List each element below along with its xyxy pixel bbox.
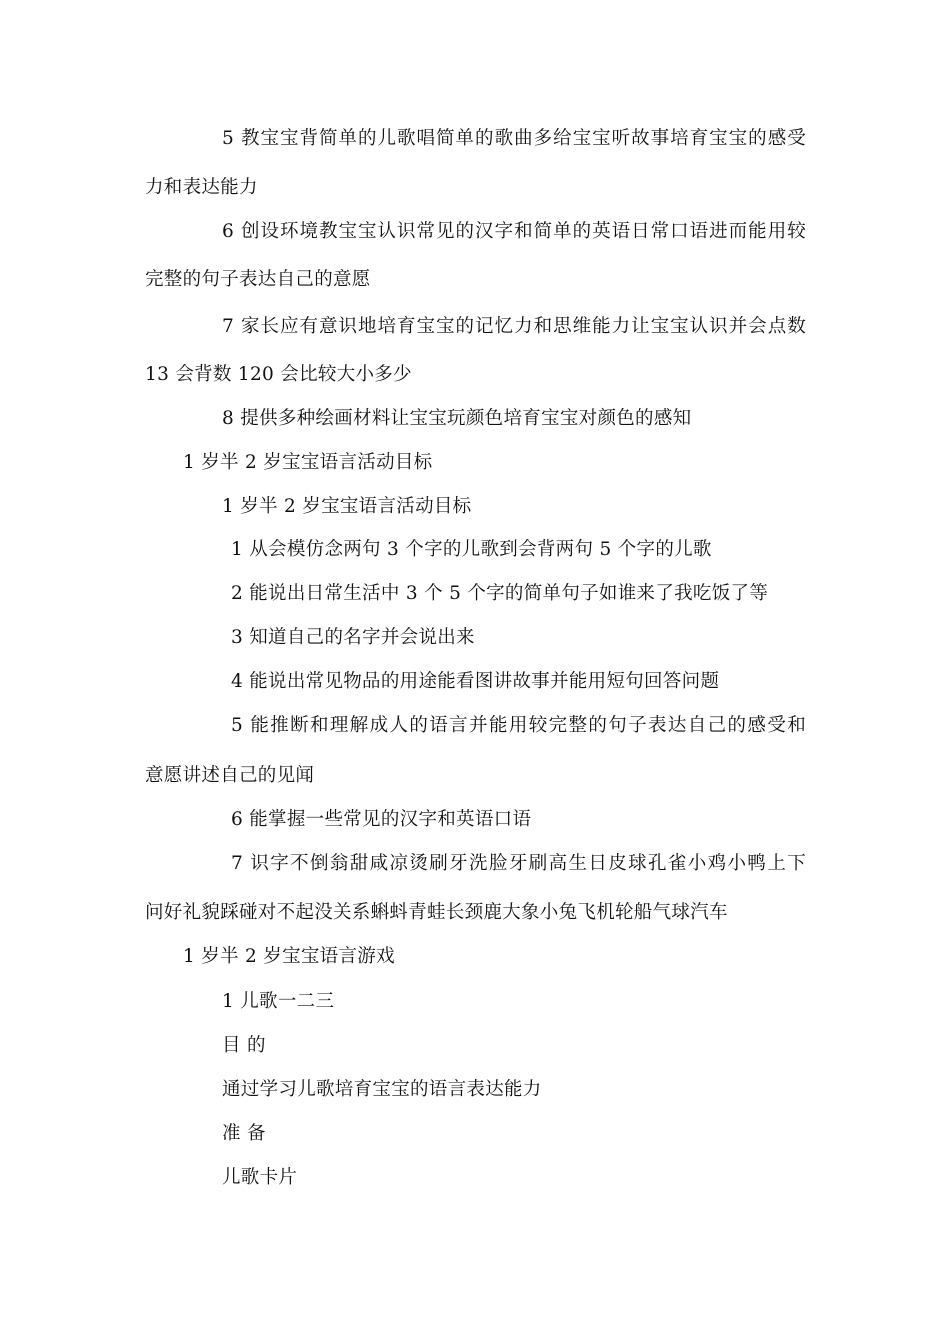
heading-language-games: 1 岁半 2 岁宝宝语言游戏: [183, 946, 395, 967]
goal-1: 1 从会模仿念两句 3 个字的儿歌到会背两句 5 个字的儿歌: [231, 539, 712, 560]
paragraph-7-line-2: 13 会背数 120 会比较大小多少: [145, 364, 412, 385]
paragraph-6-line-1: 6 创设环境教宝宝认识常见的汉字和简单的英语日常口语进而能用较: [222, 221, 806, 242]
heading-language-goals: 1 岁半 2 岁宝宝语言活动目标: [183, 452, 433, 473]
goal-4: 4 能说出常见物品的用途能看图讲故事并能用短句回答问题: [231, 671, 720, 692]
goal-2: 2 能说出日常生活中 3 个 5 个字的简单句子如谁来了我吃饭了等: [231, 583, 769, 604]
goal-7-line-1: 7 识字不倒翁甜咸凉烫刷牙洗脸牙刷高生日皮球孔雀小鸡小鸭上下: [231, 853, 806, 874]
game-prep-label: 准 备: [222, 1123, 266, 1144]
paragraph-8-line-1: 8 提供多种绘画材料让宝宝玩颜色培育宝宝对颜色的感知: [222, 408, 692, 429]
game-purpose-text: 通过学习儿歌培育宝宝的语言表达能力: [222, 1079, 542, 1100]
subheading-language-goals: 1 岁半 2 岁宝宝语言活动目标: [222, 496, 472, 517]
paragraph-5-line-2: 力和表达能力: [145, 177, 258, 198]
goal-6: 6 能掌握一些常见的汉字和英语口语: [231, 809, 532, 830]
game-prep-text: 儿歌卡片: [222, 1167, 298, 1188]
goal-5-line-1: 5 能推断和理解成人的语言并能用较完整的句子表达自己的感受和: [231, 715, 806, 736]
goal-7-line-2: 问好礼貌踩碰对不起没关系蝌蚪青蛙长颈鹿大象小兔飞机轮船气球汽车: [145, 902, 728, 923]
paragraph-6-line-2: 完整的句子表达自己的意愿: [145, 269, 371, 290]
goal-5-line-2: 意愿讲述自己的见闻: [145, 765, 315, 786]
paragraph-7-line-1: 7 家长应有意识地培育宝宝的记忆力和思维能力让宝宝认识并会点数: [222, 316, 806, 337]
game-purpose-label: 目 的: [222, 1035, 266, 1056]
paragraph-5-line-1: 5 教宝宝背简单的儿歌唱简单的歌曲多给宝宝听故事培育宝宝的感受: [222, 128, 806, 149]
goal-3: 3 知道自己的名字并会说出来: [231, 627, 475, 648]
game-title: 1 儿歌一二三: [222, 991, 335, 1012]
